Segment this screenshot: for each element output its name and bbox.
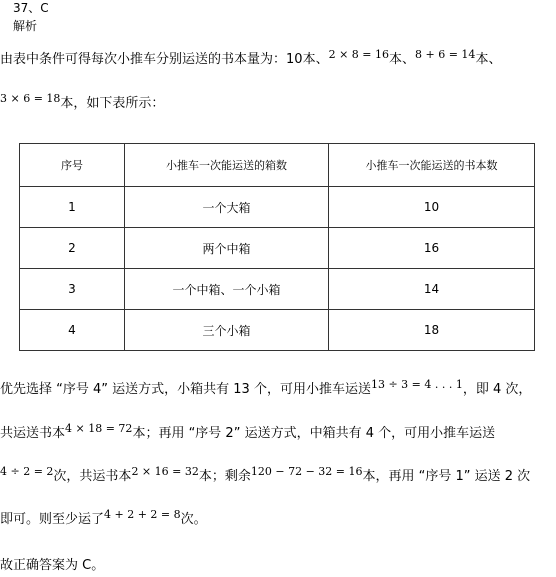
- cell-index: 3: [20, 269, 125, 310]
- solution-text: 本；再用 “序号 2” 运送方式，中箱共有 4 个，可用小推车运送: [132, 426, 496, 441]
- solution-text: 本；剩余: [198, 469, 251, 484]
- cell-index: 2: [20, 228, 125, 269]
- intro-text: 本，如下表所示：: [60, 96, 165, 111]
- intro-text: 本、: [389, 52, 416, 67]
- cart-table: [19, 143, 535, 351]
- solution-text: 即可。则至少运了: [0, 512, 105, 527]
- math-expression: 2 × 16 = 32: [131, 465, 199, 478]
- header-books: 小推车一次能运送的书本数: [329, 144, 535, 187]
- math-expression: 4 ÷ 2 = 2: [0, 465, 54, 478]
- table-row: [20, 269, 535, 310]
- math-expression: 4 + 2 + 2 = 8: [104, 508, 181, 521]
- cell-books: 18: [329, 310, 535, 351]
- cell-boxes: 三个小箱: [125, 310, 329, 351]
- header-index: 序号: [20, 144, 125, 187]
- table-header-row: [20, 144, 535, 187]
- math-expression: 2 × 8 = 16: [328, 48, 389, 61]
- intro-line-2: [0, 92, 165, 112]
- solution-text: ，即 4 次，: [462, 382, 532, 397]
- solution-line-2: [0, 422, 496, 442]
- math-expression: 8 + 6 = 14: [415, 48, 476, 61]
- cell-books: 16: [329, 228, 535, 269]
- cell-index: 4: [20, 310, 125, 351]
- solution-line-3: [0, 465, 531, 485]
- math-expression: 4 × 18 = 72: [65, 422, 133, 435]
- solution-text: 本，再用 “序号 1” 运送 2 次: [362, 469, 531, 484]
- solution-text: 次，共运书本: [53, 469, 132, 484]
- final-answer-line: 故正确答案为 C。: [0, 558, 105, 573]
- solution-text: 优先选择 “序号 4” 运送方式，小箱共有 13 个，可用小推车运送: [0, 382, 371, 397]
- solution-text: 次。: [180, 512, 207, 527]
- cell-boxes: 一个中箱、一个小箱: [125, 269, 329, 310]
- intro-text: 本、: [475, 52, 502, 67]
- intro-text: 由表中条件可得每次小推车分别运送的书本量为：: [0, 52, 287, 67]
- answer-heading: 37、C: [13, 1, 49, 15]
- solution-text: 共运送书本: [0, 426, 66, 441]
- cell-index: 1: [20, 187, 125, 228]
- cell-boxes: 一个大箱: [125, 187, 329, 228]
- table-row: [20, 310, 535, 351]
- intro-text: 本、: [302, 52, 329, 67]
- table-row: [20, 228, 535, 269]
- math-expression: 3 × 6 = 18: [0, 92, 61, 105]
- solution-line-4: [0, 508, 207, 528]
- header-boxes: 小推车一次能运送的箱数: [125, 144, 329, 187]
- cell-books: 14: [329, 269, 535, 310]
- table-row: [20, 187, 535, 228]
- cell-boxes: 两个中箱: [125, 228, 329, 269]
- math-expression: 13 ÷ 3 = 4 . . . 1: [370, 378, 463, 391]
- cell-books: 10: [329, 187, 535, 228]
- solution-line-1: [0, 378, 532, 398]
- analysis-label: 解析: [13, 19, 38, 33]
- math-expression: 120 − 72 − 32 = 16: [250, 465, 363, 478]
- intro-line-1: [0, 48, 502, 68]
- intro-value: 10: [286, 52, 303, 67]
